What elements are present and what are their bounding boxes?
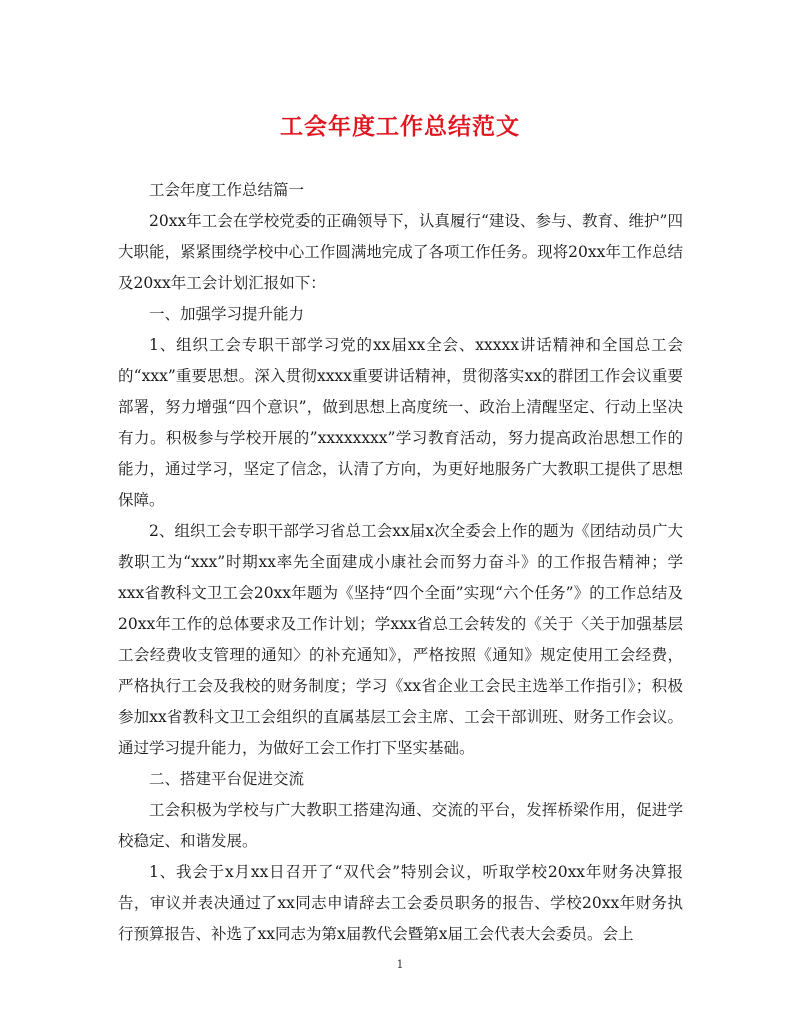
body-paragraph: 20xx年工会在学校党委的正确领导下，认真履行“建设、参与、教育、维护”四大职能，紧紧围绕学校中心工作圆满地完成了各项工作任务。现将20xx年工作总结及20xx年工会计划汇报如下： bbox=[118, 212, 683, 292]
body-paragraph: 2、组织工会专职干部学习省总工会xx届x次全委会上作的题为《团结动员广大教职工为“xxx”时期xx率先全面建成小康社会而努力奋斗》的工作报告精神；学xxx省教科文卫工会20xx年题为《坚持“四个全面”实现“六个任务”》的工作总结及20xx年工作的总体要求及工作计划；学xxx省总工会转发的《关于〈关于加强基层工会经费收支管理的通知〉的补充通知》，严格按照《通知》规定使用工会经费，严格执行工会及我校的财务制度；学习《xx省企业工会民主选举工作指引》；积极参加xx省教科文卫工会组织的直属基层工会主席、工会干部训班、财务工作会议。通过学习提升能力，为做好工会工作打下坚实基础。 bbox=[118, 522, 683, 757]
section-heading: 一、加强学习提升能力 bbox=[149, 305, 305, 323]
page-number: 1 bbox=[396, 958, 404, 971]
section-heading: 二、搭建平台促进交流 bbox=[149, 770, 305, 788]
body-paragraph: 1、组织工会专职干部学习党的xx届xx全会、xxxxx讲话精神和全国总工会的“xxx”重要思想。深入贯彻xxxx重要讲话精神，贯彻落实xx的群团工作会议重要部署，努力增强“四个意识”，做到思想上高度统一、政治上清醒坚定、行动上坚决有力。积极参与学校开展的”xxxxxxxx”学习教育活动，努力提高政治思想工作的能力，通过学习，坚定了信念，认清了方向，为更好地服务广大教职工提供了思想保障。 bbox=[118, 336, 683, 509]
document-title: 工会年度工作总结范文 bbox=[280, 113, 520, 140]
section-heading: 工会年度工作总结篇一 bbox=[149, 181, 305, 199]
document-body bbox=[118, 175, 683, 950]
body-paragraph: 工会积极为学校与广大教职工搭建沟通、交流的平台，发挥桥梁作用，促进学校稳定、和谐发展。 bbox=[118, 801, 683, 850]
body-paragraph: 1、我会于x月xx日召开了“双代会”特别会议，听取学校20xx年财务决算报告，审议并表决通过了xx同志申请辞去工会委员职务的报告、学校20xx年财务执行预算报告、补选了xx同志为第x届教代会暨第x届工会代表大会委员。会上 bbox=[118, 863, 683, 943]
